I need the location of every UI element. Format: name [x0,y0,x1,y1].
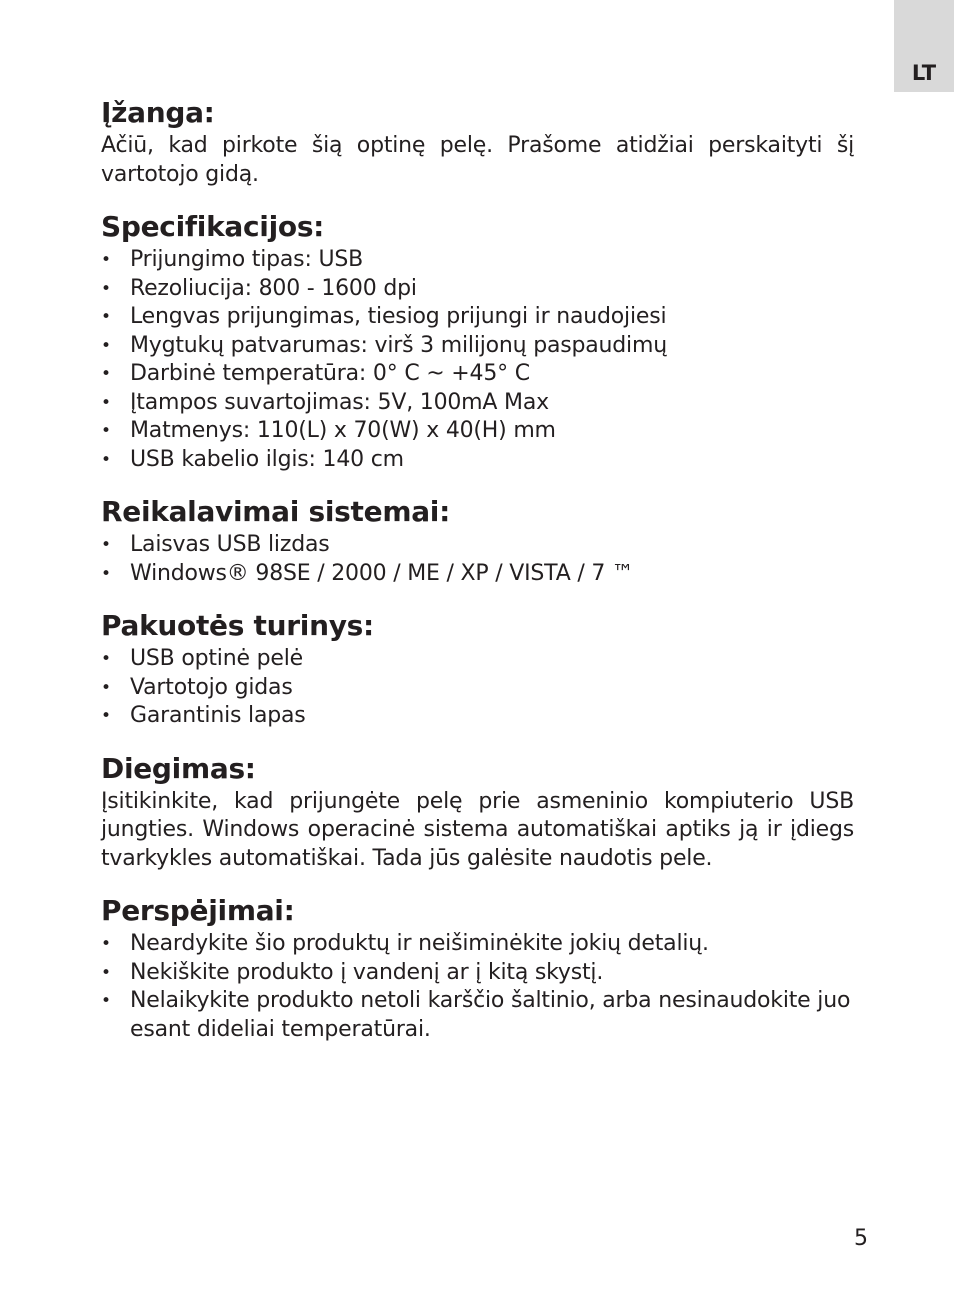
list-item: • USB kabelio ilgis: 140 cm [101,446,854,475]
package-list [101,645,854,731]
section-package-contents [101,607,854,731]
section-warnings [101,892,854,1044]
language-tab [894,0,954,92]
section-specifications [101,208,854,474]
language-code: LT [911,61,937,85]
list-item: • Mygtukų patvarumas: virš 3 milijonų paspaudimų [101,332,854,361]
list-item: • Neardykite šio produktų ir neišiminėkite jokių detalių. [101,930,854,959]
section-installation [101,750,854,874]
section-system-requirements [101,493,854,588]
list-item: • Windows® 98SE / 2000 / ME / XP / VISTA / 7 ™ [101,560,854,589]
warnings-heading: Perspėjimai: [101,894,295,927]
package-heading: Pakuotės turinys: [101,609,374,642]
section-intro [101,94,854,189]
intro-heading: Įžanga: [101,96,215,129]
list-item: • Garantinis lapas [101,702,854,731]
list-item: • USB optinė pelė [101,645,854,674]
list-item: • Matmenys: 110(L) x 70(W) x 40(H) mm [101,417,854,446]
requirements-list [101,531,854,588]
requirements-heading: Reikalavimai sistemai: [101,495,450,528]
list-item: • Nekiškite produkto į vandenį ar į kitą skystį. [101,959,854,988]
installation-text: Įsitikinkite, kad prijungėte pelę prie asmeninio kompiuterio USB jungties. Windows operacinė sistema automatiškai aptiks ją ir įdiegs tvarkykles automatiškai. Tada jūs galėsite naudotis pele. [101,788,854,871]
list-item: • Lengvas prijungimas, tiesiog prijungi ir naudojiesi [101,303,854,332]
list-item: • Vartotojo gidas [101,674,854,703]
specifications-heading: Specifikacijos: [101,210,325,243]
warnings-list [101,930,854,1044]
installation-heading: Diegimas: [101,751,256,785]
list-item: • Prijungimo tipas: USB [101,246,854,275]
list-item: • Darbinė temperatūra: 0° C ~ +45° C [101,360,854,389]
list-item: • Rezoliucija: 800 - 1600 dpi [101,275,854,304]
list-item: • Laisvas USB lizdas [101,531,854,560]
specifications-list [101,246,854,474]
page-number: 5 [854,1226,868,1251]
list-item: • Įtampos suvartojimas: 5V, 100mA Max [101,389,854,418]
intro-text: Ačiū, kad pirkote šią optinę pelę. Prašome atidžiai perskaityti šį vartotojo gidą. [101,133,854,187]
list-item: • Nelaikykite produkto netoli karščio šaltinio, arba nesinaudokite juo esant dideliai temperatūrai. [101,987,854,1044]
manual-content [101,94,854,1044]
